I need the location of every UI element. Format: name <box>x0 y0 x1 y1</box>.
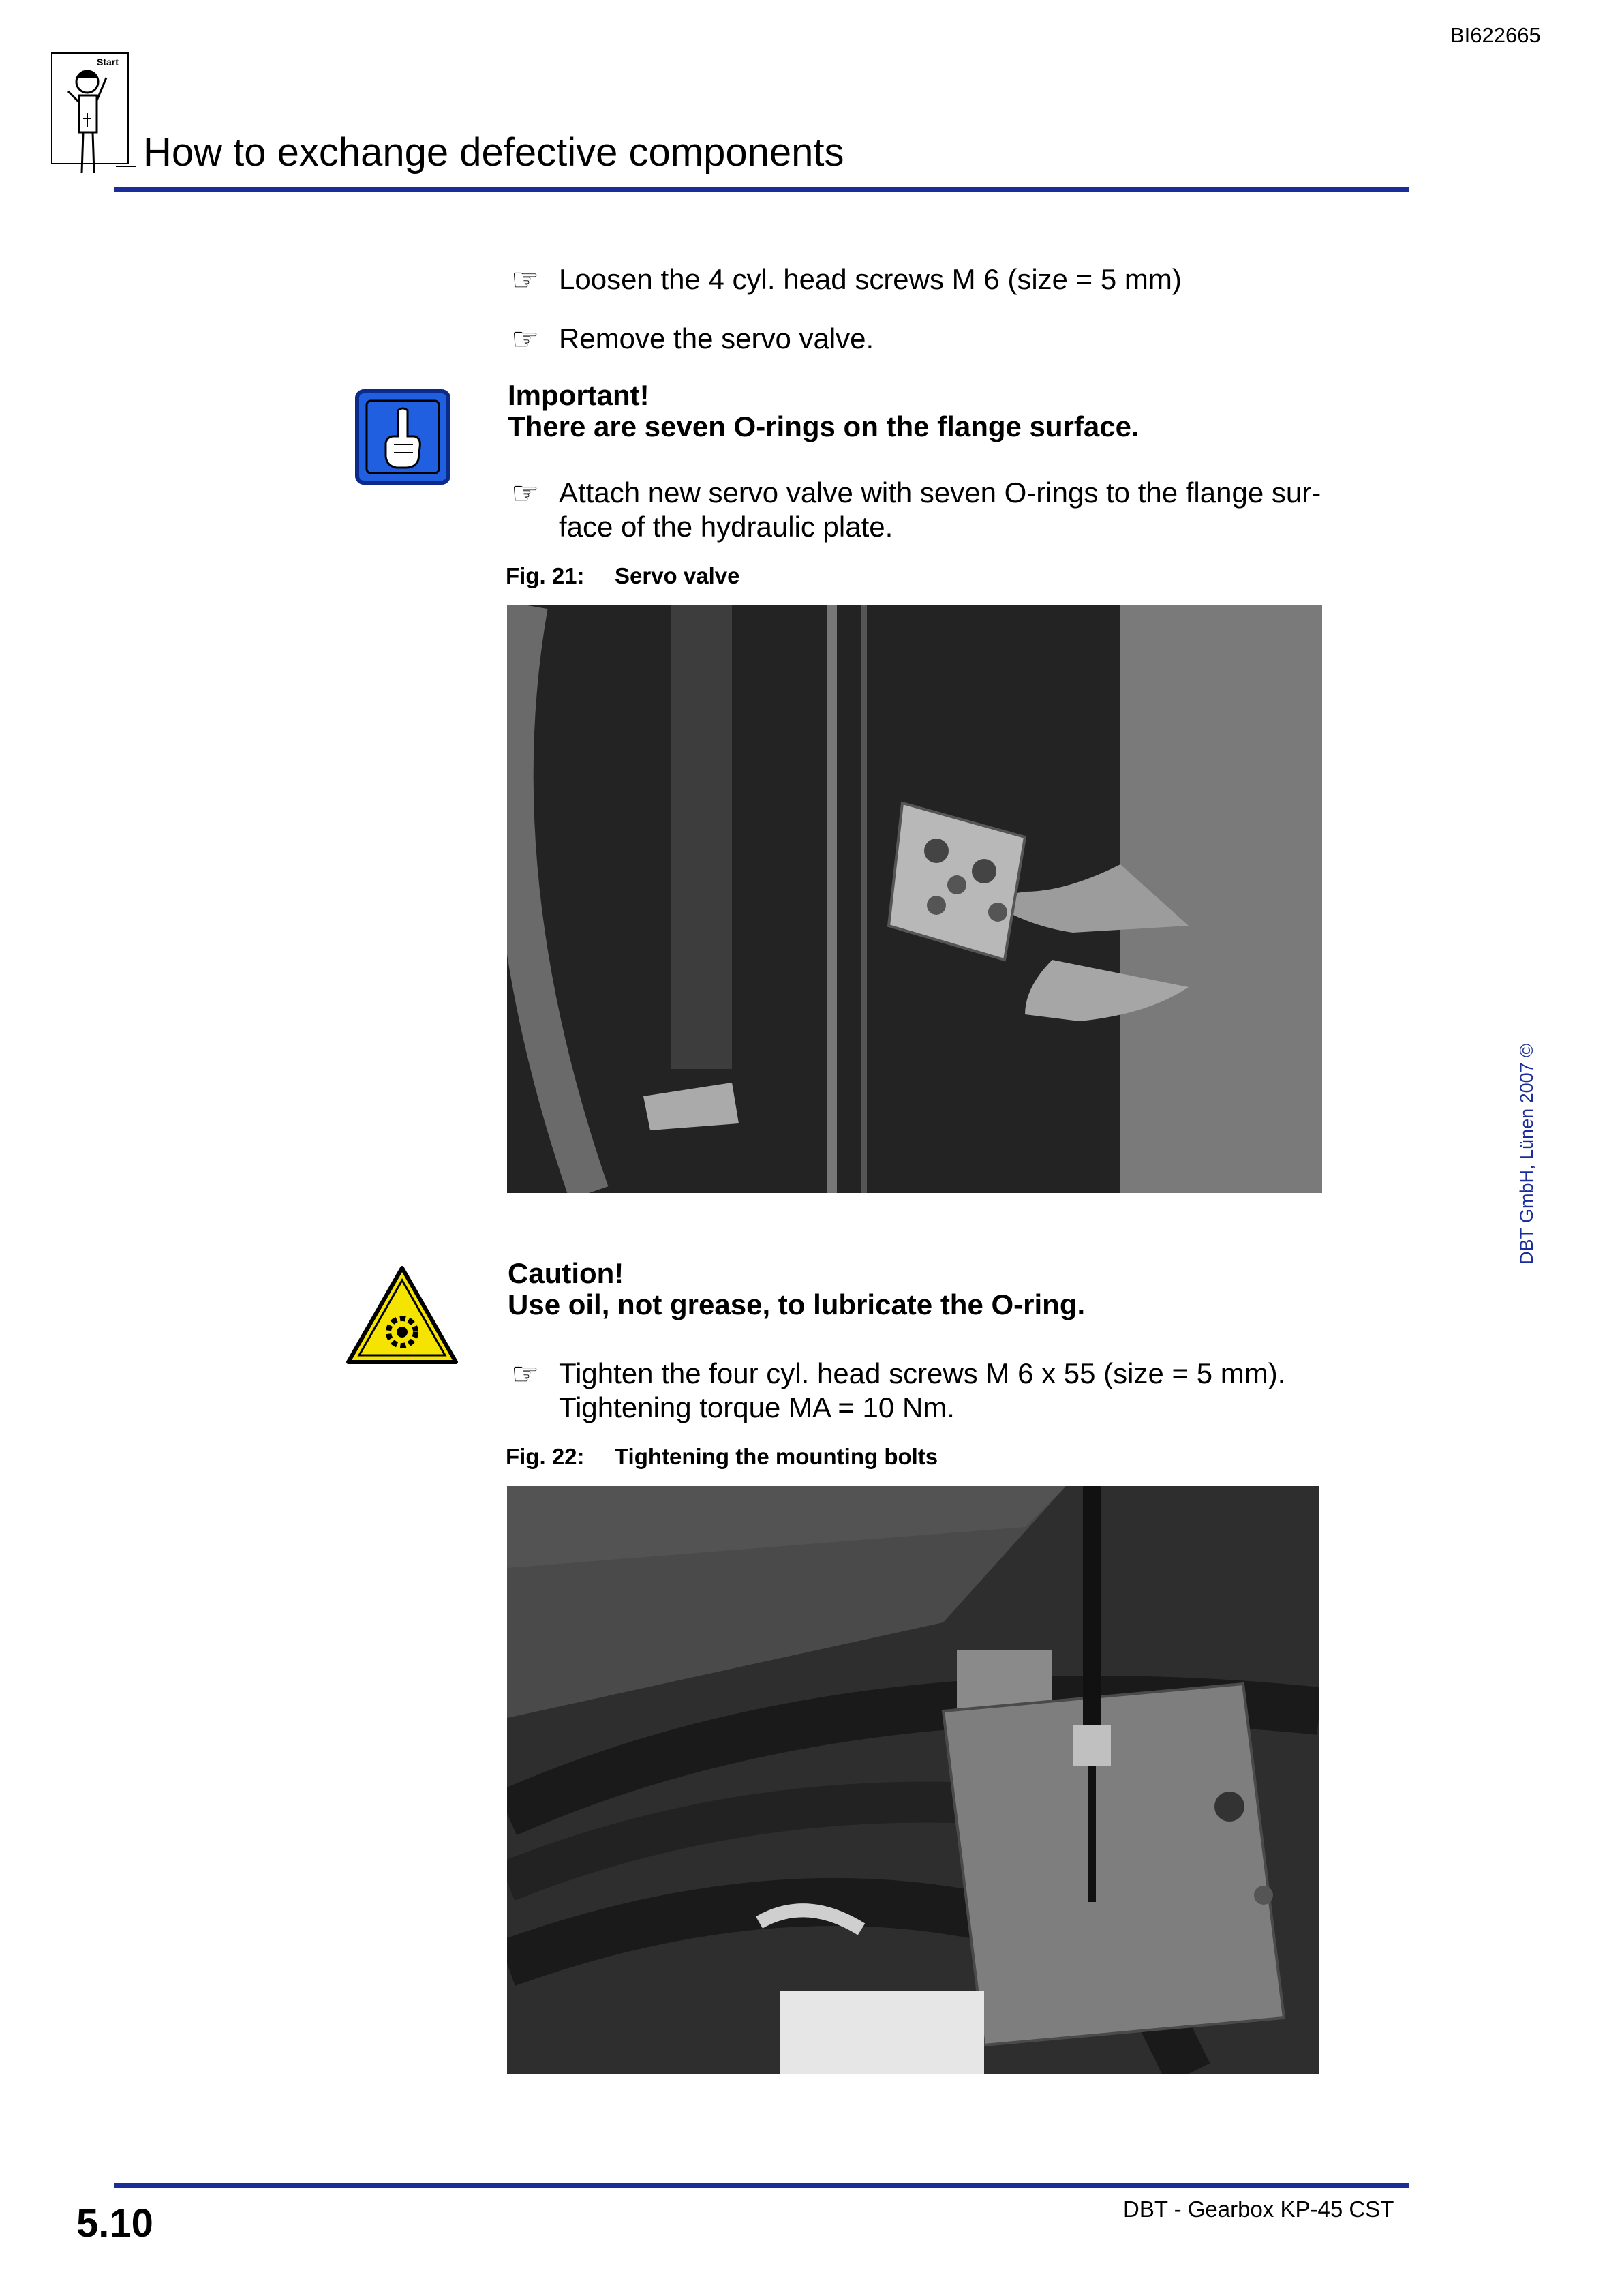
important-heading: Important! <box>508 379 649 411</box>
mounting-bolts-photo <box>507 1486 1319 2074</box>
start-label: Start <box>97 57 119 67</box>
figure-22-caption: Fig. 22: Tightening the mounting bolts <box>506 1444 938 1469</box>
document-id: BI622665 <box>1450 23 1541 47</box>
step-loosen-screws: ☞ Loosen the 4 cyl. head screws M 6 (size = 5 mm) <box>511 262 1182 297</box>
page-title: How to exchange defective components <box>143 130 844 175</box>
important-text: There are seven O-rings on the flange surface. <box>508 410 1139 442</box>
caution-heading: Caution! <box>508 1257 624 1289</box>
page-number: 5.10 <box>76 2201 153 2246</box>
servo-valve-photo <box>507 605 1322 1193</box>
pointing-hand-icon: ☞ <box>511 1356 540 1391</box>
step-tighten-screws: ☞ Tighten the four cyl. head screws M 6 x 55 (size = 5 mm). Tightening torque MA = 10 Nm. <box>511 1356 1286 1423</box>
important-icon <box>354 389 451 485</box>
caution-text: Use oil, not grease, to lubricate the O-ring. <box>508 1288 1086 1320</box>
footer-divider <box>114 2183 1409 2188</box>
pointing-hand-icon: ☞ <box>511 262 540 297</box>
step-attach-valve: ☞ Attach new servo valve with seven O-rings to the flange sur- face of the hydraulic plate. <box>511 475 1321 543</box>
footer-document-title: DBT - Gearbox KP-45 CST <box>1123 2196 1394 2222</box>
header-divider <box>114 187 1409 192</box>
step-remove-valve: ☞ Remove the servo valve. <box>511 321 874 357</box>
figure-21-caption: Fig. 21: Servo valve <box>506 563 740 588</box>
pointing-hand-icon: ☞ <box>511 475 540 511</box>
warning-gear-icon <box>344 1264 460 1366</box>
pointing-hand-icon: ☞ <box>511 321 540 357</box>
worker-start-icon <box>48 50 136 187</box>
copyright-notice: DBT GmbH, Lünen 2007 © <box>1516 1043 1537 1265</box>
